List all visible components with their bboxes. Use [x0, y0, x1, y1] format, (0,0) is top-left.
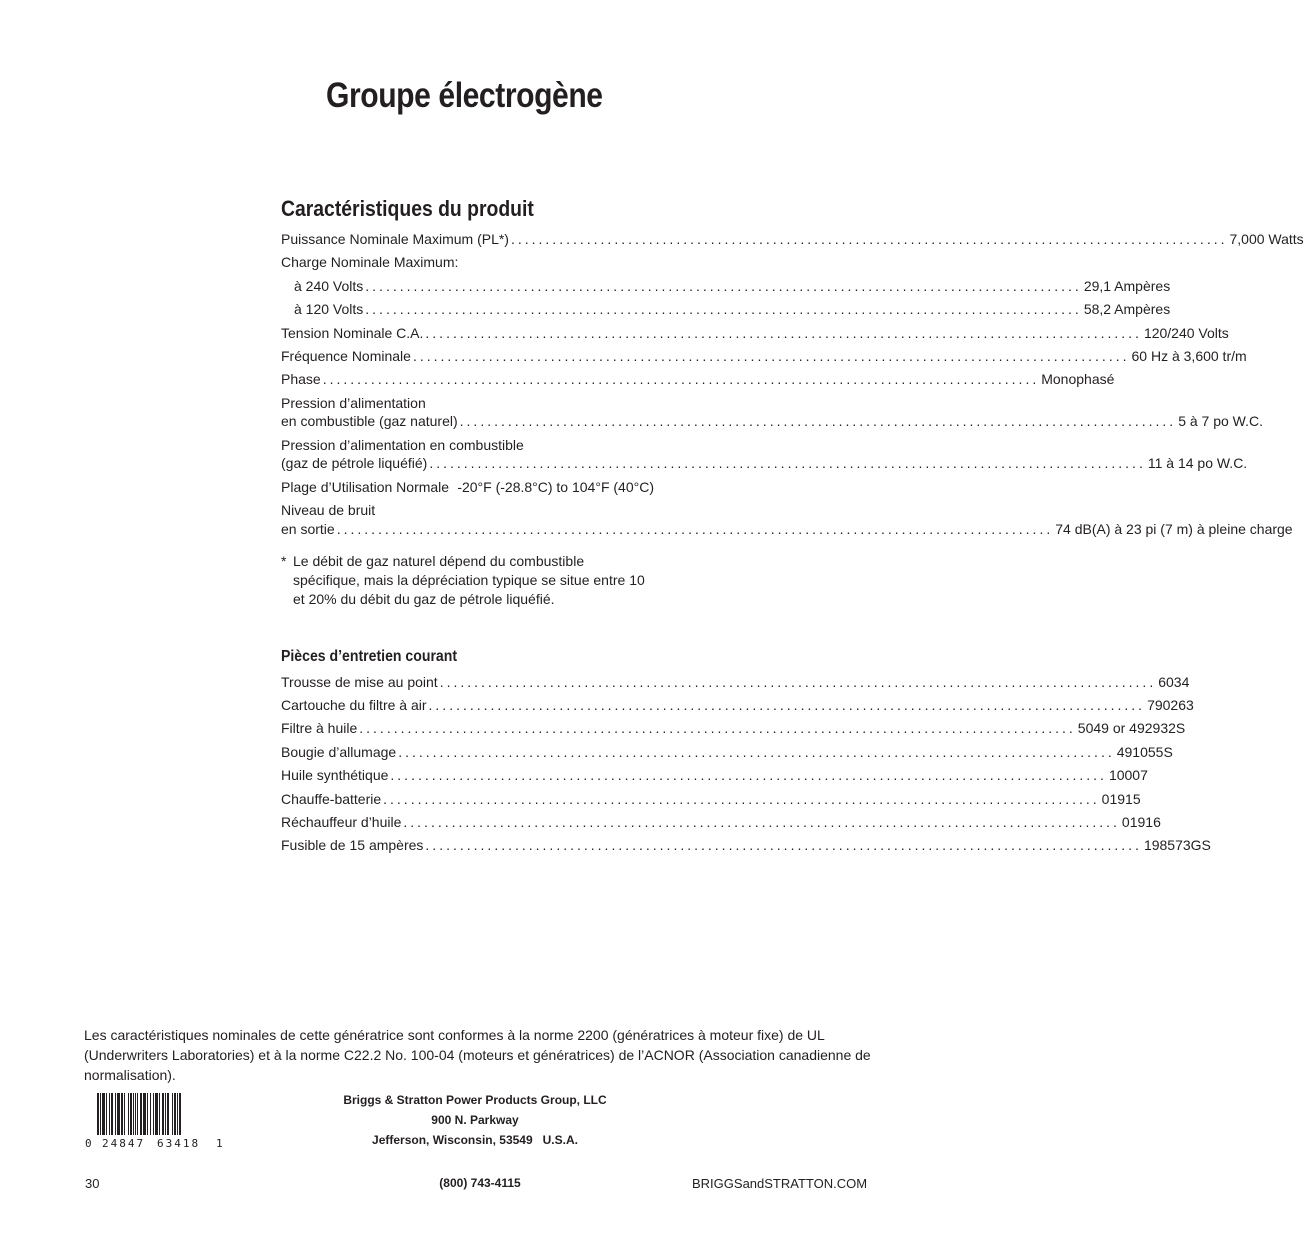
spec-lp-pressure [281, 454, 1248, 473]
parts-item [281, 813, 1161, 832]
dot-leader: ........................................................................................................ [412, 348, 1130, 364]
spec-label: à 240 Volts [294, 278, 364, 294]
part-label: Filtre à huile [281, 720, 358, 736]
dot-leader: ........................................................................................................ [425, 325, 1142, 341]
spec-load-240 [281, 277, 1171, 296]
part-label: Cartouche du filtre à air [281, 697, 427, 713]
spec-load-120 [281, 300, 1171, 319]
spec-value: Monophasé [1041, 371, 1115, 387]
spec-value: -20°F (-28.8°C) to 104°F (40°C) [457, 479, 654, 495]
part-number: 5049 or 492932S [1077, 720, 1186, 736]
spec-max-load-label: Charge Nominale Maximum: [281, 254, 459, 270]
company-phone: (800) 743-4115 [439, 1176, 521, 1190]
spec-value: 29,1 Ampères [1083, 278, 1171, 294]
dot-leader: ........................................................................................................ [459, 413, 1177, 429]
part-label: Huile synthétique [281, 767, 389, 783]
spec-value: 74 dB(A) à 23 pi (7 m) à pleine charge [1055, 521, 1293, 537]
parts-item [281, 790, 1141, 809]
spec-value: 5 à 7 po W.C. [1178, 413, 1264, 429]
spec-value: 11 à 14 po W.C. [1147, 455, 1248, 471]
dot-leader: ........................................................................................................ [398, 744, 1115, 760]
dot-leader: ........................................................................................................ [322, 371, 1040, 387]
spec-rated-power [281, 230, 1304, 249]
spec-ng-pressure [281, 412, 1264, 431]
company-street: 900 N. Parkway [431, 1113, 519, 1127]
barcode-numbers [85, 1137, 225, 1151]
spec-label: en sortie [281, 521, 335, 537]
parts-heading: Pièces d’entretien courant [281, 648, 458, 665]
parts-item [281, 719, 1186, 738]
spec-ng-pressure-line1: Pression d’alimentation [281, 395, 426, 411]
part-number: 01916 [1121, 814, 1161, 830]
dot-leader: ........................................................................................................ [510, 231, 1228, 247]
dot-leader: ........................................................................................................ [403, 814, 1120, 830]
dot-leader: ........................................................................................................ [429, 455, 1146, 471]
company-address [330, 1090, 620, 1150]
part-number: 01915 [1101, 791, 1141, 807]
footnote-text: Le débit de gaz naturel dépend du combustible spécifique, mais la dépréciation typique se situe entre 10 et 20% du débit du gaz de pétrole liquéfié. [293, 553, 645, 607]
spec-value: 58,2 Ampères [1083, 301, 1171, 317]
spec-label: à 120 Volts [294, 301, 364, 317]
parts-item [281, 696, 1194, 715]
part-label: Réchauffeur d’huile [281, 814, 402, 830]
spec-operating-range [281, 478, 654, 497]
part-number: 491055S [1116, 744, 1173, 760]
barcode-group-2: 63418 [157, 1137, 201, 1150]
parts-item [281, 743, 1173, 762]
dot-leader: ........................................................................................................ [365, 278, 1082, 294]
page-number: 30 [85, 1176, 100, 1191]
spec-label: Tension Nominale C.A. [281, 325, 424, 341]
spec-frequency [281, 347, 1247, 366]
part-number: 10007 [1108, 767, 1148, 783]
dot-leader: ........................................................................................................ [383, 791, 1100, 807]
parts-item [281, 673, 1190, 692]
dot-leader: ........................................................................................................ [336, 521, 1054, 537]
company-name: Briggs & Stratton Power Products Group, LLC [343, 1093, 607, 1107]
dot-leader: ........................................................................................................ [439, 674, 1157, 690]
part-number: 6034 [1158, 674, 1190, 690]
dot-leader: ........................................................................................................ [390, 767, 1107, 783]
part-label: Chauffe-batterie [281, 791, 382, 807]
specs-heading: Caractéristiques du produit [281, 196, 534, 221]
part-number: 790263 [1147, 697, 1194, 713]
footnote [281, 552, 654, 612]
part-label: Trousse de mise au point [281, 674, 438, 690]
spec-label: Puissance Nominale Maximum (PL*) [281, 231, 509, 247]
parts-item [281, 836, 1211, 855]
dot-leader: ........................................................................................................ [425, 837, 1142, 853]
barcode-left-digit: 0 [85, 1137, 92, 1150]
spec-lp-pressure-line1: Pression d’alimentation en combustible [281, 437, 524, 453]
spec-label: Plage d’Utilisation Normale [281, 479, 450, 495]
page-title: Groupe électrogène [326, 76, 603, 115]
spec-phase [281, 370, 1115, 389]
company-city: Jefferson, Wisconsin, 53549 U.S.A. [372, 1133, 578, 1147]
spec-label: Fréquence Nominale [281, 348, 411, 364]
part-label: Bougie d’allumage [281, 744, 397, 760]
parts-item [281, 766, 1148, 785]
barcode-right-digit: 1 [216, 1137, 223, 1150]
spec-value: 120/240 Volts [1143, 325, 1229, 341]
spec-noise-line1: Niveau de bruit [281, 502, 376, 518]
spec-noise [281, 520, 1293, 539]
spec-label: en combustible (gaz naturel) [281, 413, 458, 429]
barcode-group-1: 24847 [102, 1137, 146, 1150]
dot-leader: ........................................................................................................ [428, 697, 1146, 713]
website-url: BRIGGSandSTRATTON.COM [692, 1176, 868, 1191]
part-number: 198573GS [1143, 837, 1211, 853]
spec-label: (gaz de pétrole liquéfié) [281, 455, 428, 471]
spec-value: 60 Hz à 3,600 tr/m [1131, 348, 1247, 364]
dot-leader: ........................................................................................................ [359, 720, 1076, 736]
footnote-marker: * [281, 553, 287, 569]
compliance-statement: Les caractéristiques nominales de cette génératrice sont conformes à la norme 2200 (génératrices à moteur fixe) de UL (Underwriters Laboratories) et à la norme C22.2 No. 100-04 (moteurs et génératrices) de l’ACNOR (Association canadienne de normalisation). [84, 1027, 871, 1083]
part-label: Fusible de 15 ampères [281, 837, 424, 853]
spec-voltage [281, 324, 1229, 343]
spec-label: Phase [281, 371, 321, 387]
dot-leader: ........................................................................................................ [365, 301, 1082, 317]
spec-value: 7,000 Watts [1229, 231, 1304, 247]
